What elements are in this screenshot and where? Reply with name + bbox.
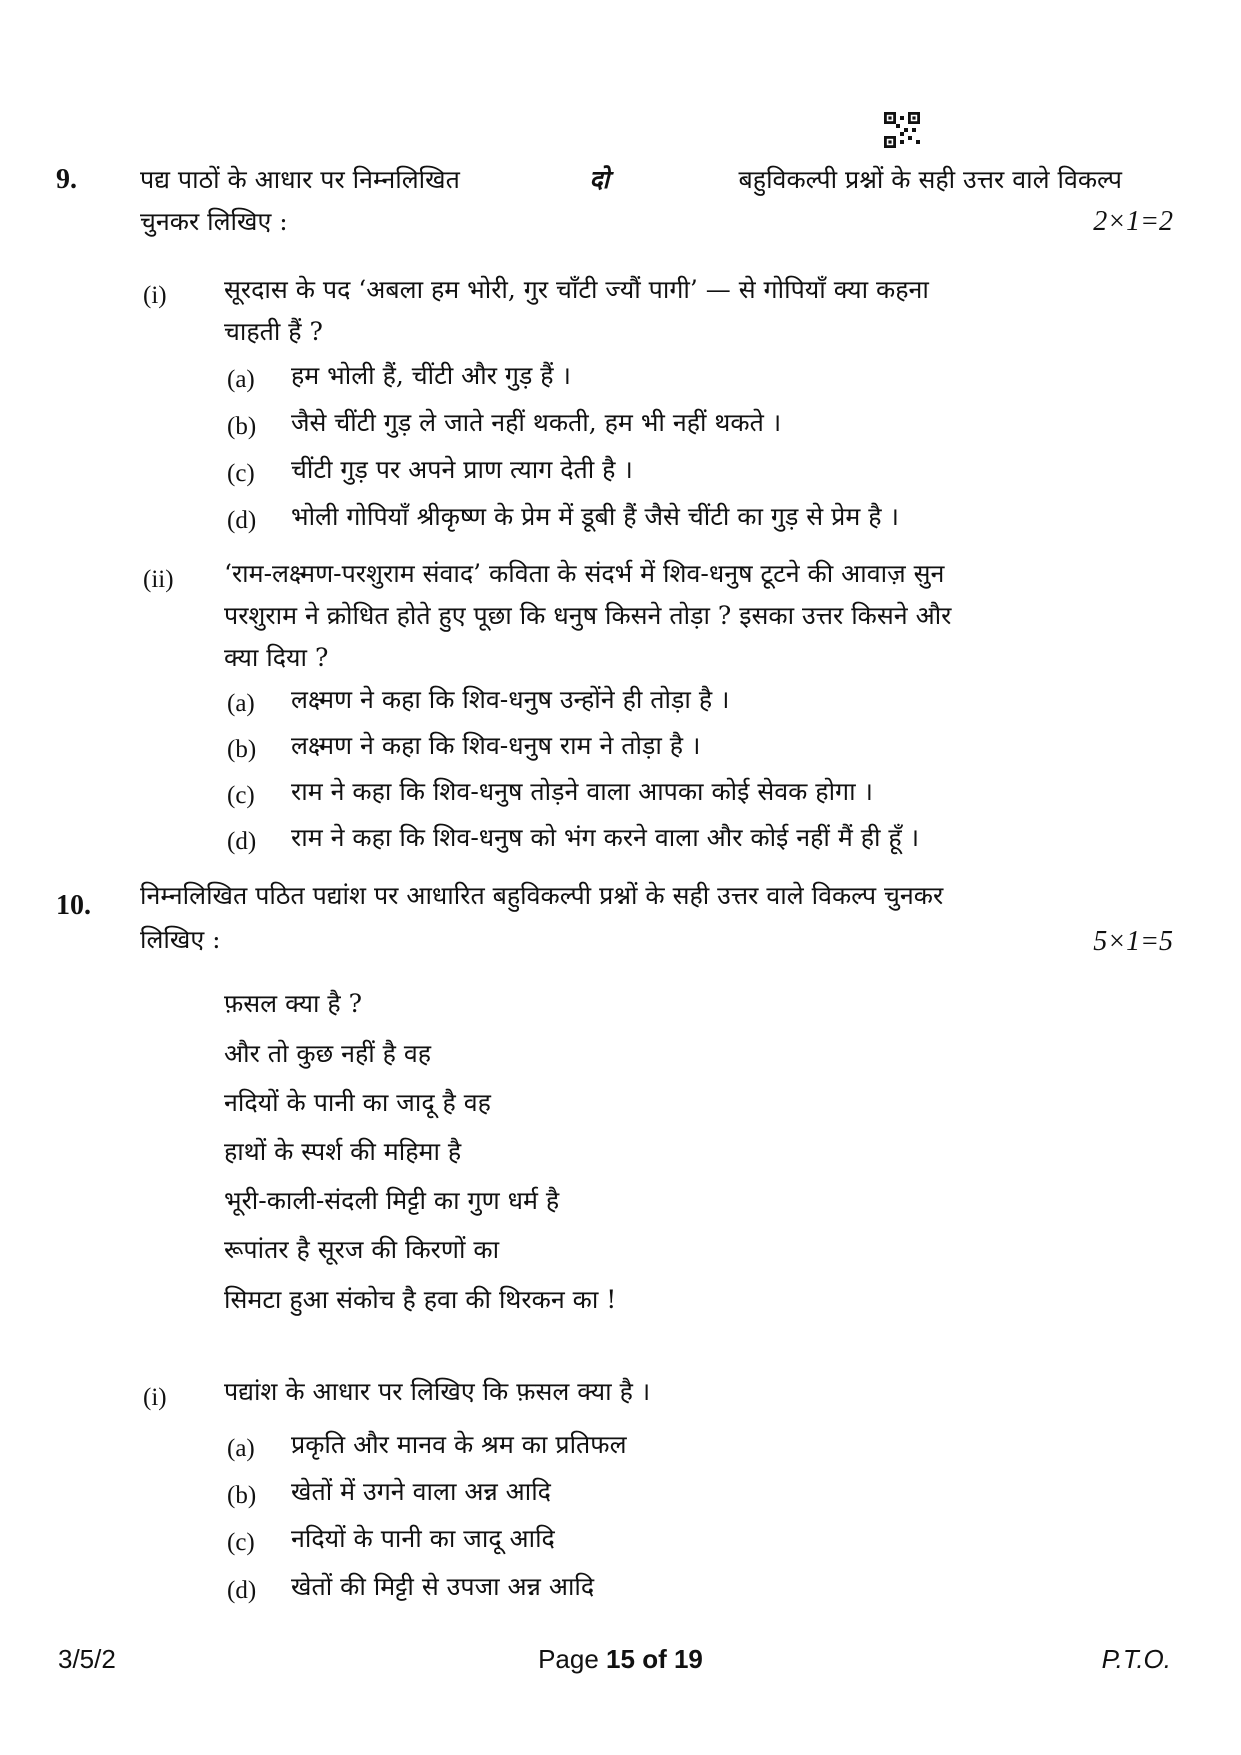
q9-sub1-option-a-label: (a)	[227, 366, 255, 393]
paper-code: 3/5/2	[58, 1644, 116, 1674]
q9-instruction-line2: चुनकर लिखिए :	[140, 207, 288, 236]
q10-instruction-line2: लिखिए :	[140, 925, 221, 954]
q10-sub1-option-b-label: (b)	[227, 1482, 257, 1509]
poem-line-1: फ़सल क्या है ?	[224, 989, 362, 1018]
poem-line-5: भूरी-काली-संदली मिट्टी का गुण धर्म है	[224, 1186, 560, 1215]
q10-sub1-option-b: खेतों में उगने वाला अन्न आदि	[291, 1477, 551, 1506]
q9-sub2-option-b-label: (b)	[227, 736, 257, 763]
page-current: 15	[606, 1644, 635, 1674]
q10-sub1-option-c: नदियों के पानी का जादू आदि	[291, 1524, 555, 1553]
q9-sub2-option-d-label: (d)	[227, 828, 257, 855]
q10-instruction-line1: निम्नलिखित पठित पद्यांश पर आधारित बहुविकल्पी प्रश्नों के सही उत्तर वाले विकल्प चुनकर	[140, 881, 944, 910]
q9-sub1-option-c-label: (c)	[227, 460, 255, 487]
q10-sub1-option-d-label: (d)	[227, 1577, 257, 1604]
q9-sub1-option-c: चींटी गुड़ पर अपने प्राण त्याग देती है ।	[291, 455, 633, 484]
q10-sub1-number: (i)	[143, 1384, 167, 1411]
q9-sub1-option-d-label: (d)	[227, 507, 257, 534]
q9-sub2-line3: क्या दिया ?	[224, 643, 329, 672]
q9-sub1-option-d: भोली गोपियाँ श्रीकृष्ण के प्रेम में डूबी हैं जैसे चींटी का गुड़ से प्रेम है ।	[291, 502, 899, 531]
q9-sub1-option-a: हम भोली हैं, चींटी और गुड़ हैं ।	[291, 361, 571, 390]
q9-sub1-line2: चाहती हैं ?	[224, 317, 323, 346]
qr-code-icon	[884, 112, 920, 148]
q9-sub2-number: (ii)	[143, 566, 174, 593]
q9-instruction-line1	[140, 160, 1122, 200]
q9-sub2-option-d: राम ने कहा कि शिव-धनुष को भंग करने वाला और कोई नहीं मैं ही हूँ ।	[291, 823, 920, 852]
q9-sub2-option-a-label: (a)	[227, 690, 255, 717]
q9-sub1-line1: सूरदास के पद ‘अबला हम भोरी, गुर चाँटी ज्यौं पागी’ — से गोपियाँ क्या कहना	[224, 275, 929, 304]
page-total: 19	[673, 1644, 703, 1674]
q10-sub1-option-d: खेतों की मिट्टी से उपजा अन्न आदि	[291, 1572, 595, 1601]
q10-sub1-line1: पद्यांश के आधार पर लिखिए कि फ़सल क्या है ।	[224, 1377, 651, 1406]
q10-sub1-option-a-label: (a)	[227, 1435, 255, 1462]
page-prefix: Page	[538, 1644, 607, 1674]
poem-line-6: रूपांतर है सूरज की किरणों का	[224, 1235, 500, 1264]
q9-sub2-option-c: राम ने कहा कि शिव-धनुष तोड़ने वाला आपका कोई सेवक होगा ।	[291, 777, 874, 806]
page-indicator	[0, 1644, 1241, 1675]
q9-sub2-line1: ‘राम-लक्ष्मण-परशुराम संवाद’ कविता के संदर्भ में शिव-धनुष टूटने की आवाज़ सुन	[224, 559, 945, 588]
poem-line-7: सिमटा हुआ संकोच है हवा की थिरकन का !	[224, 1285, 617, 1314]
q9-sub1-option-b-label: (b)	[227, 413, 257, 440]
q10-sub1-option-a: प्रकृति और मानव के श्रम का प्रतिफल	[291, 1430, 627, 1459]
pto-label: P.T.O.	[1101, 1644, 1171, 1674]
question-number-9: 9.	[56, 164, 77, 195]
q9-instruction-part2: बहुविकल्पी प्रश्नों के सही उत्तर वाले विकल्प	[738, 165, 1122, 194]
q9-sub2-option-a: लक्ष्मण ने कहा कि शिव-धनुष उन्होंने ही तोड़ा है ।	[291, 685, 730, 714]
page-of: of	[634, 1644, 674, 1674]
q9-instruction-part1: पद्य पाठों के आधार पर निम्नलिखित	[140, 165, 460, 194]
q10-marks: 5×1=5	[1093, 926, 1173, 957]
q9-sub1-option-b: जैसे चींटी गुड़ ले जाते नहीं थकती, हम भी नहीं थकते ।	[291, 408, 782, 437]
q10-sub1-option-c-label: (c)	[227, 1529, 255, 1556]
poem-line-2: और तो कुछ नहीं है वह	[224, 1039, 432, 1068]
q9-sub1-number: (i)	[143, 282, 167, 309]
q9-marks: 2×1=2	[1093, 206, 1173, 237]
q9-sub2-option-c-label: (c)	[227, 782, 255, 809]
poem-line-3: नदियों के पानी का जादू है वह	[224, 1088, 491, 1117]
question-number-10: 10.	[56, 890, 91, 921]
poem-line-4: हाथों के स्पर्श की महिमा है	[224, 1137, 462, 1166]
q9-sub2-option-b: लक्ष्मण ने कहा कि शिव-धनुष राम ने तोड़ा है ।	[291, 731, 701, 760]
q9-instruction-emphasis: दो	[589, 165, 610, 194]
q9-sub2-line2: परशुराम ने क्रोधित होते हुए पूछा कि धनुष किसने तोड़ा ? इसका उत्तर किसने और	[224, 601, 952, 630]
